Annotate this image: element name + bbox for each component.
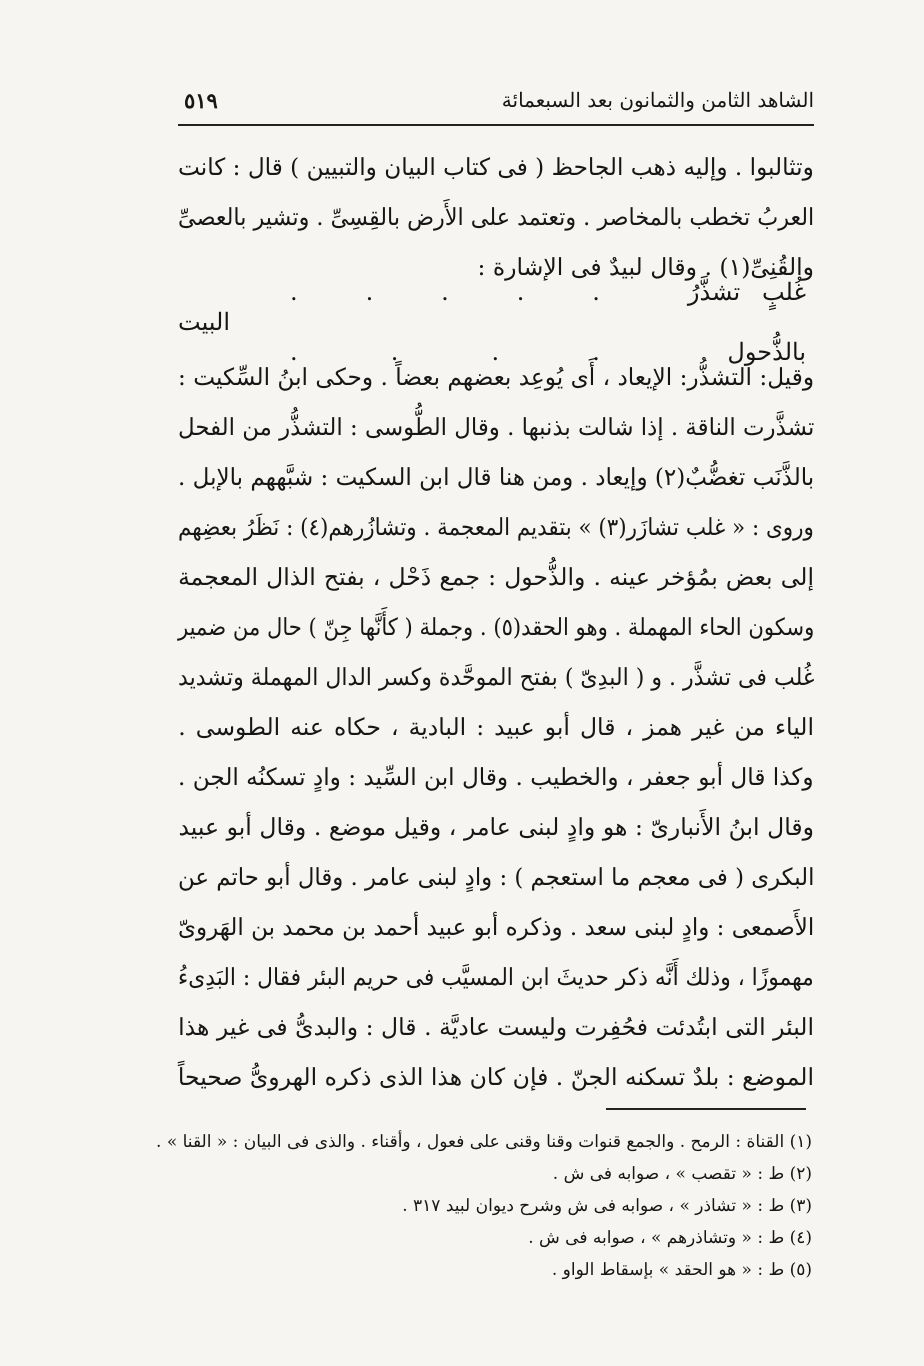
text-line: تشذَّرت الناقة . إذا شالت بذنبها . وقال الطُّوسى : التشذُّر من الفحل: [177, 413, 814, 441]
verse-ellipsis: . . . . . . . . .: [290, 278, 624, 366]
verse-hemistich: غُلبٍ تشذَّرُ بالذُّحول: [687, 278, 806, 366]
text-line: الأَصمعى : وادٍ لبنى سعد . وذكره أبو عبيد أحمد بن محمد بن الهَروىّ: [177, 913, 814, 941]
text-line: وتثالبوا . وإليه ذهب الجاحظ ( فى كتاب البيان والتبيين ) قال : كانت: [178, 153, 814, 181]
text-line: الموضع : بلدٌ تسكنه الجنّ . فإن كان هذا الذى ذكره الهروىُّ صحيحاً: [177, 1063, 814, 1091]
footnote-separator: [606, 1108, 806, 1110]
text-line: إلى بعض بمُؤخر عينه . والذُّحول : جمع ذَحْل ، بفتح الذال المعجمة: [178, 563, 814, 591]
page-number: ٥١٩: [184, 88, 218, 113]
text-line: وقال ابنُ الأَنبارىّ : هو وادٍ لبنى عامر ، وقيل موضع . وقال أبو عبيد: [178, 813, 814, 841]
running-title: الشاهد الثامن والثمانون بعد السبعمائة: [501, 88, 814, 112]
verse-line: [178, 278, 814, 366]
verse-bayt-label: البيت: [178, 308, 231, 336]
page-header: [178, 80, 814, 126]
footnote: (٣) ط : « تشاذر » ، صوابه فى ش وشرح ديوان لبيد ٣١٧ .: [402, 1196, 812, 1216]
text-line: وكذا قال أبو جعفر ، والخطيب . وقال ابن السِّيد : وادٍ تسكنُه الجن .: [178, 763, 814, 791]
text-line: غُلب فى تشذَّر . و ( البدِىّ ) بفتح الموحَّدة وكسر الدال المهملة وتشديد: [177, 663, 814, 691]
text-line: البئر التى ابتُدئت فحُفِرت وليست عاديَّة . قال : والبدىُّ فى غير هذا: [178, 1013, 814, 1041]
body-text: [178, 142, 814, 1102]
text-line: البكرى ( فى معجم ما استعجم ) : وادٍ لبنى عامر . وقال أبو حاتم عن: [177, 863, 814, 891]
footnote: (٢) ط : « تقصب » ، صوابه فى ش .: [552, 1164, 812, 1184]
text-line: الياء من غير همز ، قال أبو عبيد : البادية ، حكاه عنه الطوسى .: [178, 713, 814, 741]
text-line: مهموزًا ، وذلك أَنَّه ذكر حديثَ ابن المسيَّب فى حريم البئر فقال : البَدِىءُ: [178, 963, 814, 991]
footnote: (٥) ط : « هو الحقد » بإسقاط الواو .: [551, 1260, 812, 1280]
text-line: وقيل: التشذُّر: الإيعاد ، أَى يُوعِد بعضهم بعضاً . وحكى ابنُ السِّكيت :: [177, 363, 814, 391]
text-line: وروى : « غلب تشازَر(٣) » بتقديم المعجمة . وتشازُرهم(٤) : نَظَرُ بعضِهم: [178, 513, 814, 541]
footnote: (١) القناة : الرمح . والجمع قنوات وقنا وقنى على فعول ، وأقناء . والذى فى البيان : « القنا » .: [156, 1132, 812, 1152]
text-line: بالذَّنَب تغضُّبٌ(٢) وإيعاد . ومن هنا قال ابن السكيت : شبَّههم بالإبل .: [177, 463, 814, 491]
text-line: والقُنِىِّ(١) . وقال لبيدٌ فى الإشارة :: [477, 253, 814, 281]
text-line: العربُ تخطب بالمخاصر . وتعتمد على الأَرض بالقِسِىِّ . وتشير بالعصىِّ: [177, 203, 814, 231]
text-line: وسكون الحاء المهملة . وهو الحقد(٥) . وجملة ( كأَنَّها جِنّ ) حال من ضمير: [177, 613, 814, 641]
footnote: (٤) ط : « وتشاذرهم » ، صوابه فى ش .: [528, 1228, 812, 1248]
footnotes: [152, 1126, 812, 1286]
